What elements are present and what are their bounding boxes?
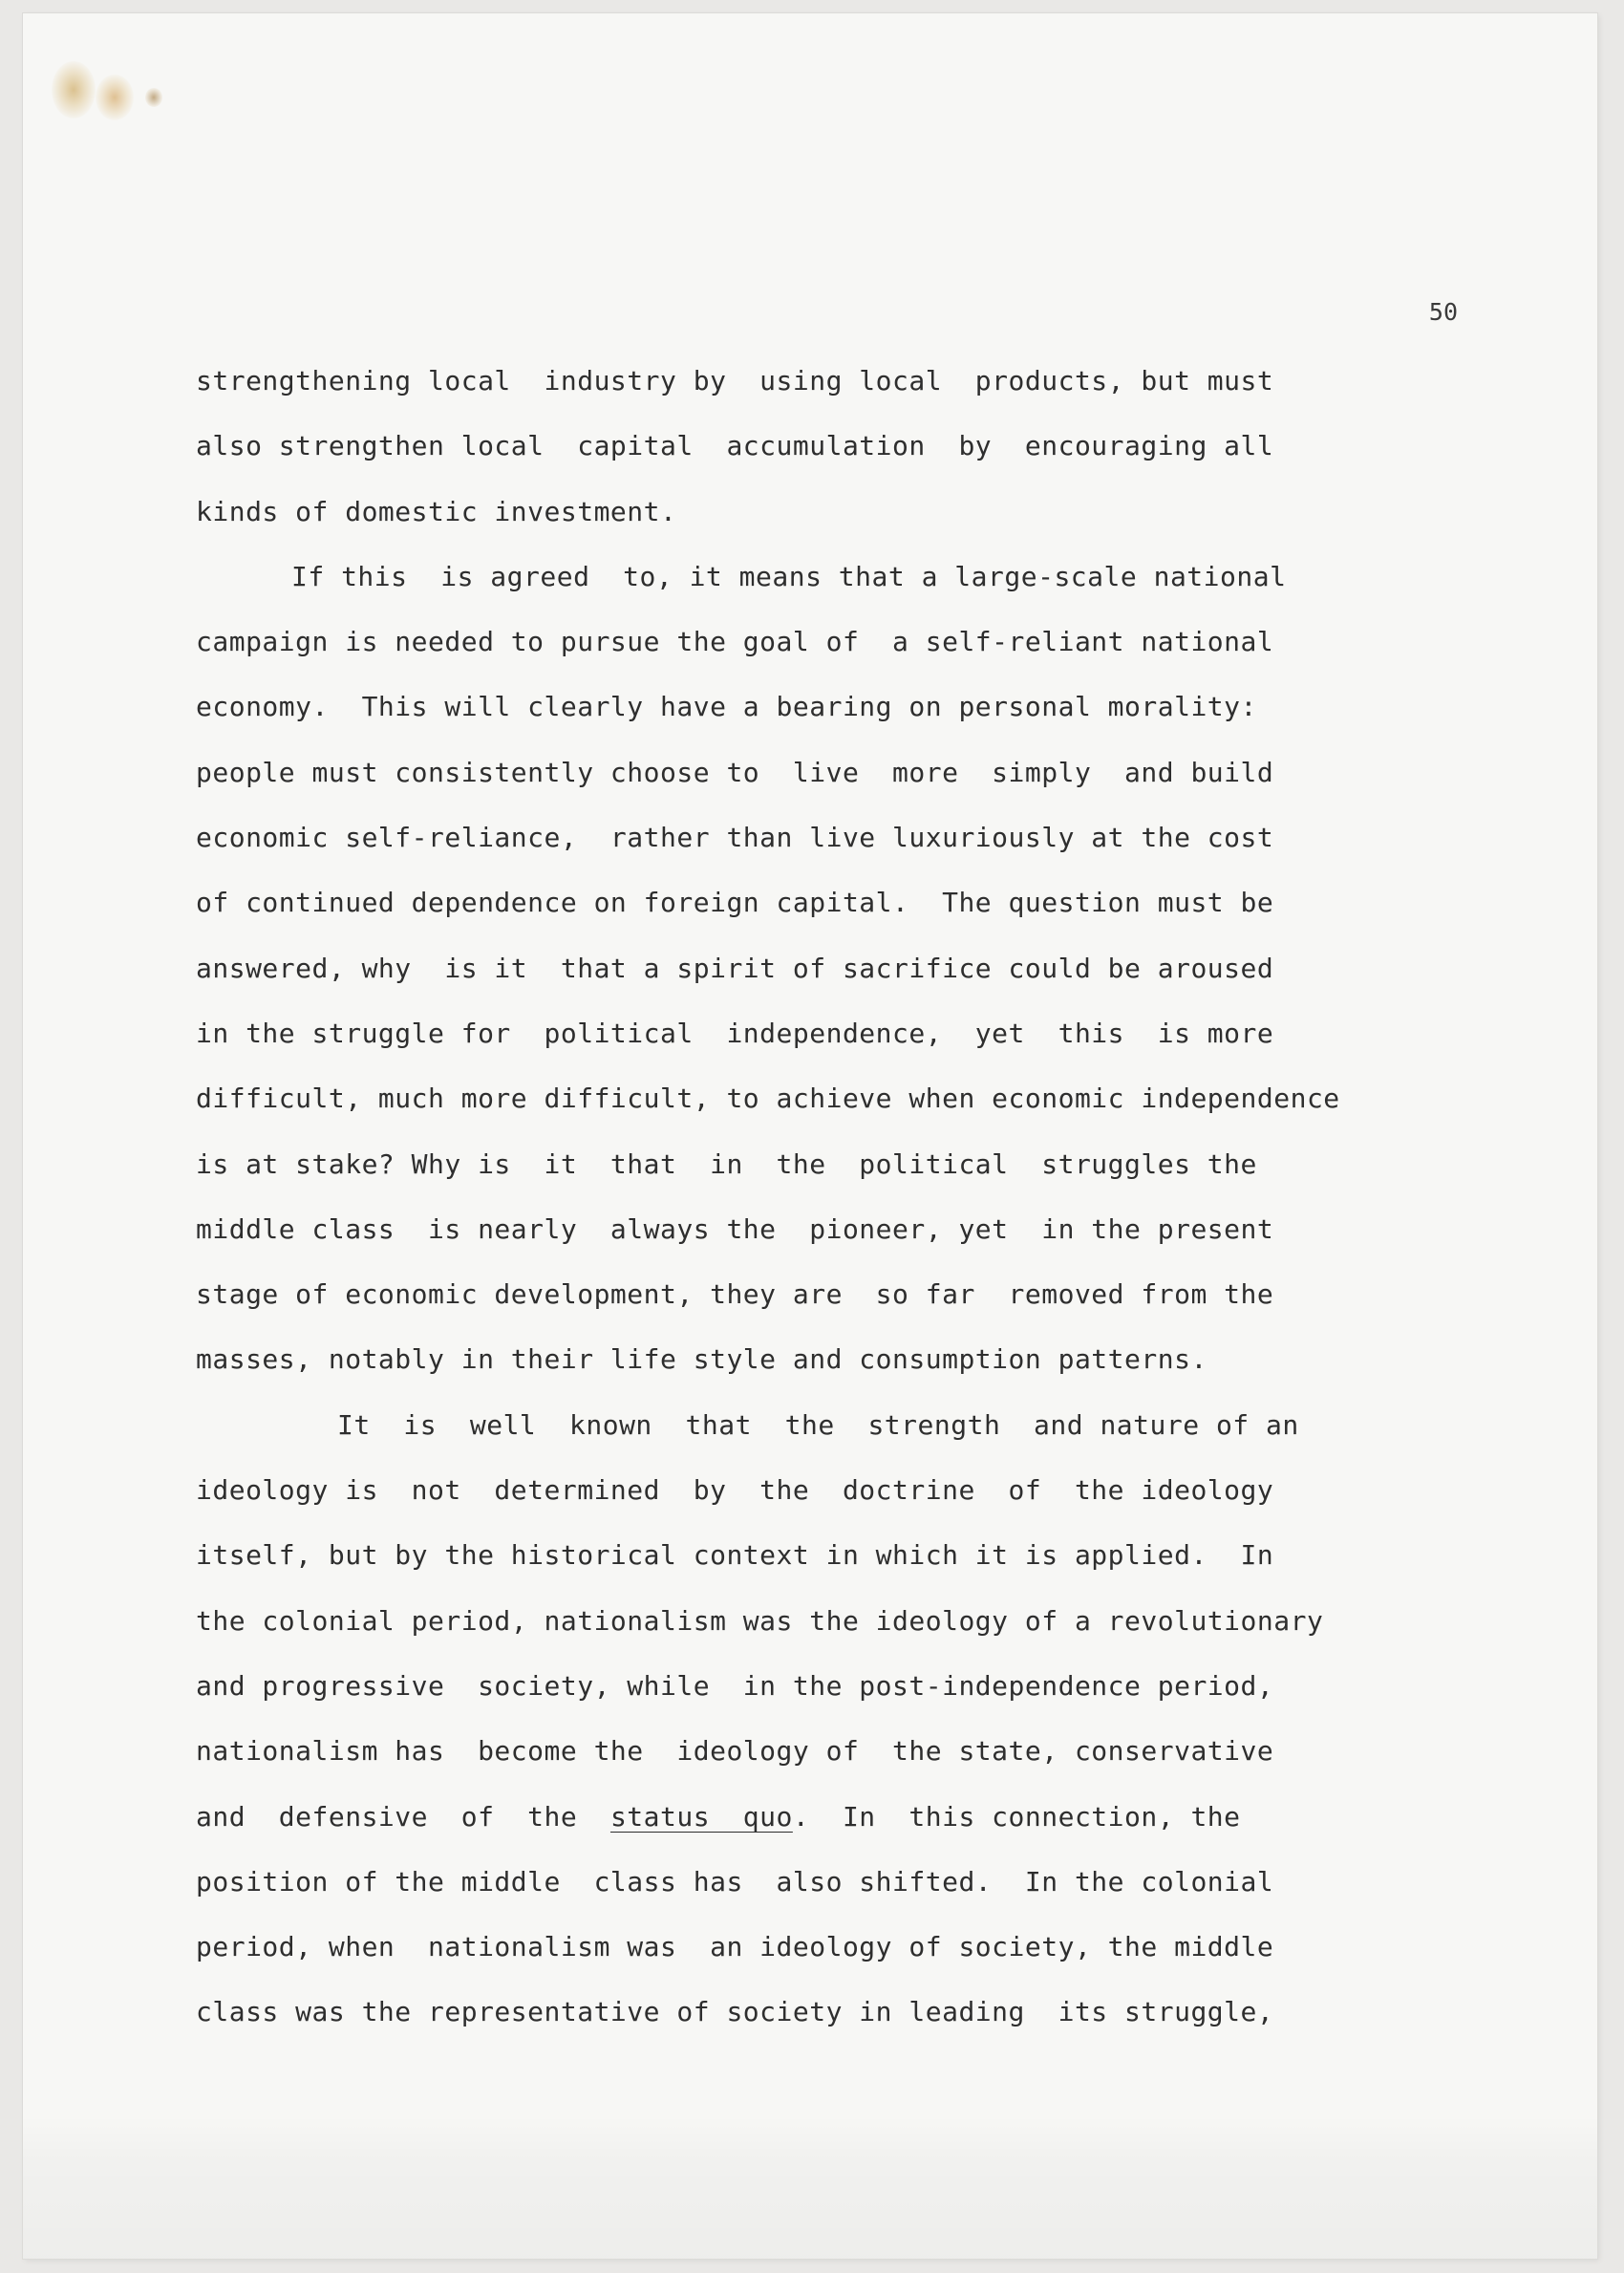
- text-content: economy. This will clearly have a bearing on personal morality:: [196, 691, 1257, 723]
- text-content: of continued dependence on foreign capital. The question must be: [196, 887, 1274, 919]
- text-content: is at stake? Why is it that in the political struggles the: [196, 1147, 1257, 1180]
- text-content: kinds of domestic investment.: [196, 495, 677, 527]
- text-line: [196, 425, 1466, 490]
- text-line: [196, 1796, 1466, 1861]
- text-line: [196, 1469, 1466, 1534]
- text-content: answered, why is it that a spirit of sacrifice could be aroused: [196, 952, 1274, 984]
- text-content: also strengthen local capital accumulation by encouraging all: [196, 430, 1274, 462]
- age-stain: [96, 75, 134, 120]
- text-line: [196, 1144, 1466, 1209]
- text-line: [196, 948, 1466, 1013]
- text-content: stage of economic development, they are so far removed from the: [196, 1278, 1274, 1311]
- text-content: economic self-reliance, rather than live luxuriously at the cost: [196, 822, 1274, 854]
- text-content: position of the middle class has also shifted. In the colonial: [196, 1865, 1274, 1898]
- text-line: [196, 556, 1466, 621]
- text-line: [196, 1274, 1466, 1339]
- text-line: [196, 621, 1466, 686]
- text-line: [196, 686, 1466, 751]
- text-content: people must consistently choose to live more simply and build: [196, 756, 1274, 788]
- text-content: If this is agreed to, it means that a large-scale national: [291, 560, 1287, 592]
- text-line: [196, 1600, 1524, 1665]
- text-line: [196, 882, 1466, 947]
- text-segment: . In this connection, the: [792, 1800, 1241, 1833]
- text-line: [196, 1926, 1466, 1991]
- text-line: [196, 360, 1466, 425]
- scan-shadow: [23, 2115, 1597, 2259]
- text-line: [196, 1339, 1466, 1404]
- text-content: strengthening local industry by using local products, but must: [196, 365, 1274, 397]
- text-content: class was the representative of society in leading its struggle,: [196, 1996, 1274, 2028]
- text-content: nationalism has become the ideology of the state, conservative: [196, 1735, 1274, 1768]
- text-content: difficult, much more difficult, to achieve when economic independence: [196, 1083, 1340, 1115]
- text-line: [196, 1861, 1466, 1926]
- text-line: [196, 491, 1466, 556]
- text-content: the colonial period, nationalism was the ideology of a revolutionary: [196, 1604, 1324, 1637]
- text-content: ideology is not determined by the doctrine of the ideology: [196, 1474, 1274, 1507]
- text-line: [196, 1078, 1524, 1143]
- text-line: [196, 1013, 1466, 1078]
- text-line: [196, 1405, 1466, 1469]
- text-line: [196, 1534, 1466, 1599]
- text-content: middle class is nearly always the pioneer, yet in the present: [196, 1212, 1274, 1245]
- text-segment: and defensive of the: [196, 1800, 610, 1833]
- text-line: [196, 817, 1466, 882]
- page-number: 50: [1428, 298, 1458, 326]
- body-text: [196, 360, 1466, 2057]
- text-content: period, when nationalism was an ideology of society, the middle: [196, 1931, 1274, 1963]
- text-content: masses, notably in their life style and consumption patterns.: [196, 1343, 1207, 1376]
- text-line: [196, 1209, 1466, 1274]
- text-content: in the struggle for political independence, yet this is more: [196, 1017, 1274, 1049]
- text-line: [196, 752, 1466, 817]
- text-content: campaign is needed to pursue the goal of a self-reliant national: [196, 626, 1274, 658]
- text-line: [196, 1665, 1466, 1730]
- underlined-term: status quo: [609, 1800, 793, 1833]
- text-content: itself, but by the historical context in which it is applied. In: [196, 1539, 1274, 1572]
- text-line: [196, 1730, 1466, 1795]
- age-stain: [145, 88, 162, 107]
- text-line: [196, 1991, 1466, 2056]
- text-content: and progressive society, while in the post-independence period,: [196, 1669, 1274, 1702]
- text-content: It is well known that the strength and nature of an: [337, 1408, 1299, 1441]
- age-stain: [52, 61, 96, 118]
